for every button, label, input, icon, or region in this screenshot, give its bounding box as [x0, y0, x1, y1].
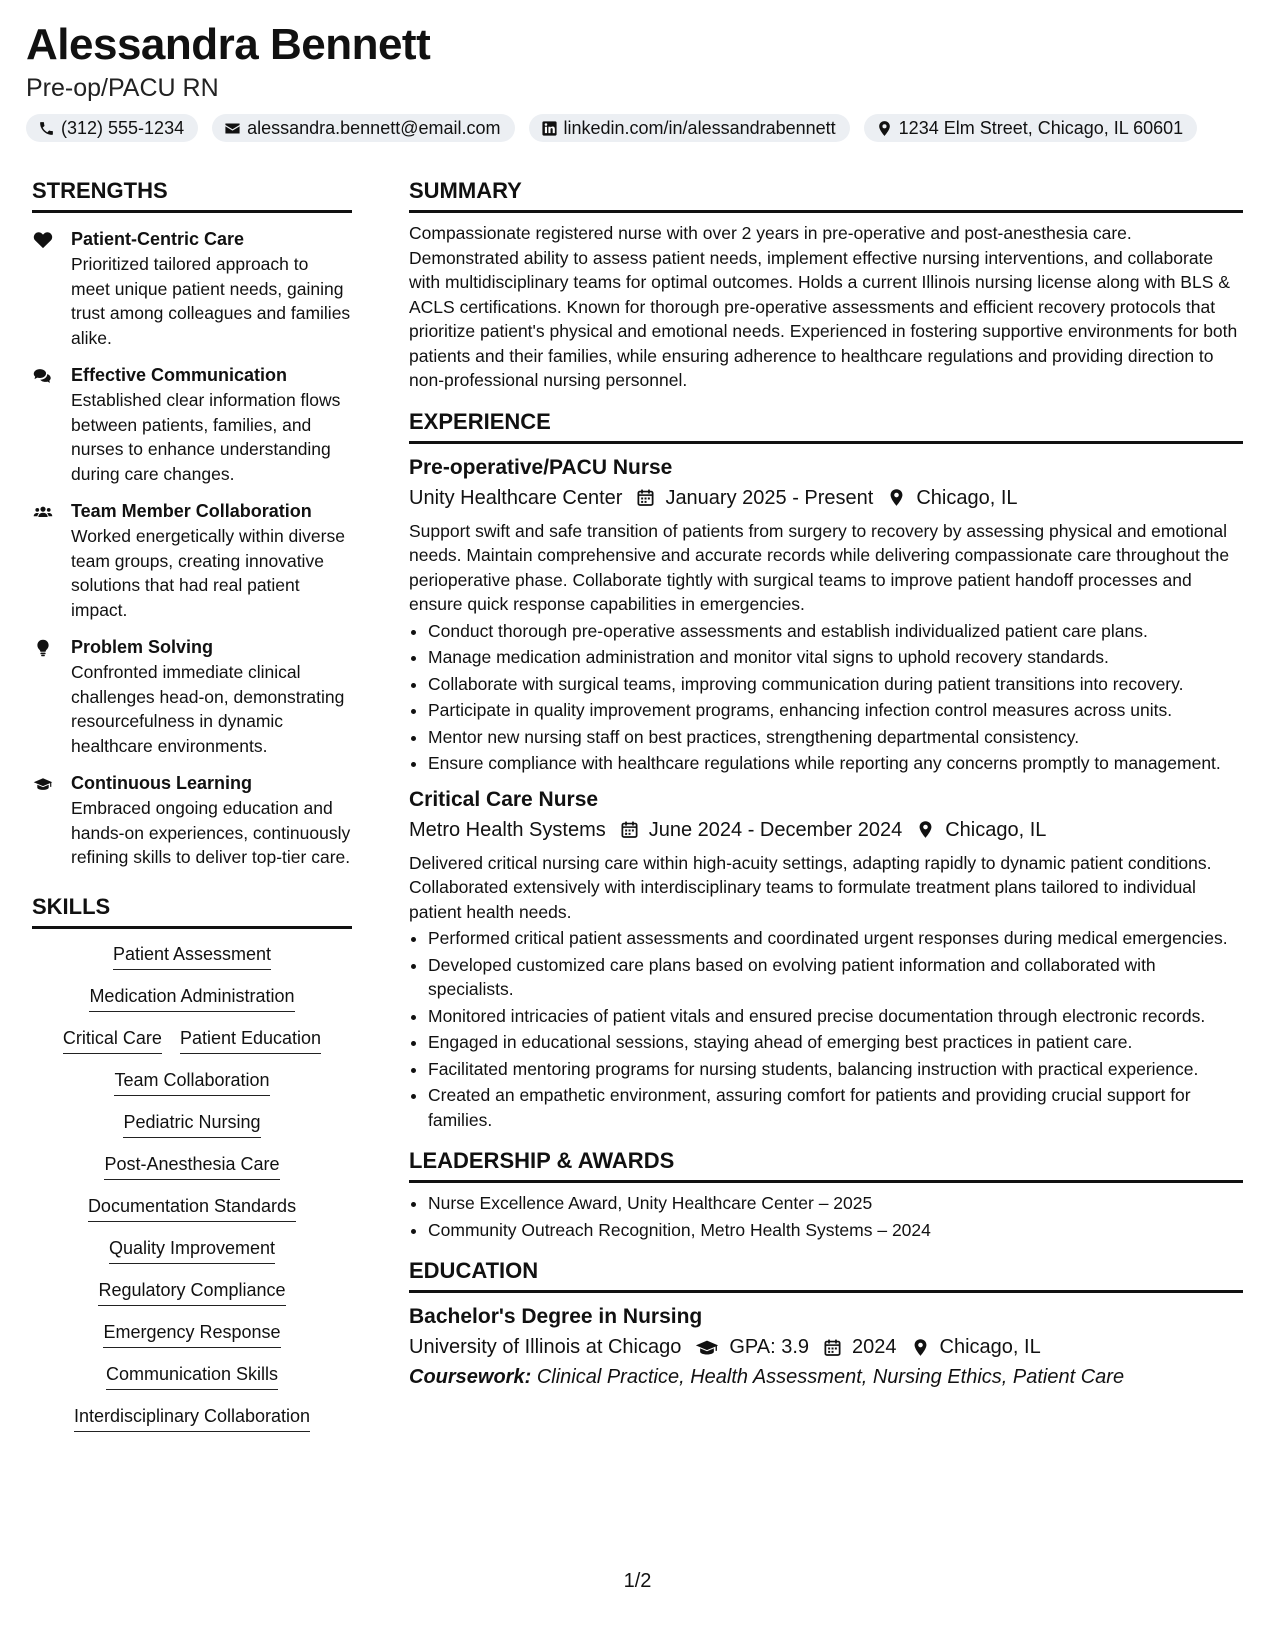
graduation-cap-icon [32, 774, 54, 794]
gpa: GPA: 3.9 [729, 1336, 810, 1358]
strength-desc: Established clear information flows between patients, families, and nurses to enhance understanding during care changes. [71, 390, 341, 484]
envelope-icon [224, 120, 241, 137]
strength-desc: Confronted immediate clinical challenges head-on, demonstrating resourcefulness in dynamic healthcare environments. [71, 662, 345, 756]
strength-item [32, 363, 352, 486]
job-bullet: • Created an empathetic environment, assuring comfort for patients and providing crucial support for families. [428, 1083, 1243, 1132]
skill-tag: Medication Administration [89, 985, 294, 1012]
graduation-year: 2024 [852, 1336, 897, 1358]
job-bullets [409, 619, 1243, 776]
skill-tag: Interdisciplinary Collaboration [74, 1405, 310, 1432]
left-column [32, 178, 352, 1447]
phone-text: (312) 555-1234 [61, 117, 185, 138]
education-location: Chicago, IL [939, 1336, 1041, 1358]
calendar-icon [620, 820, 639, 839]
heart-icon [32, 230, 54, 250]
strength-title: Problem Solving [71, 637, 214, 657]
strength-title: Effective Communication [71, 365, 288, 385]
school-name: University of Illinois at Chicago [409, 1336, 682, 1358]
map-pin-icon [887, 488, 906, 507]
job-company: Metro Health Systems [409, 818, 606, 841]
lightbulb-icon [32, 638, 54, 658]
job-dates: June 2024 - December 2024 [648, 818, 903, 841]
job-title: Critical Care Nurse [409, 787, 599, 811]
strength-item [32, 227, 352, 350]
skills-heading: SKILLS [32, 894, 352, 929]
coursework [409, 1362, 1243, 1392]
skill-tag: Critical Care [63, 1027, 162, 1054]
job-bullet: • Monitored intricacies of patient vitals and ensured precise documentation through electronic records. [428, 1004, 1243, 1029]
contact-email[interactable] [212, 114, 514, 142]
job-meta [409, 483, 1243, 513]
strength-title: Patient-Centric Care [71, 229, 245, 249]
job-bullets [409, 926, 1243, 1132]
job-entry [409, 785, 1243, 1133]
contact-address [864, 114, 1198, 142]
address-text: 1234 Elm Street, Chicago, IL 60601 [898, 117, 1184, 138]
strength-desc: Prioritized tailored approach to meet unique patient needs, gaining trust among colleagues and families alike. [71, 254, 351, 348]
strength-desc: Worked energetically within diverse team groups, creating innovative solutions that had real patient impact. [71, 526, 345, 620]
awards-heading: LEADERSHIP & AWARDS [409, 1148, 1243, 1183]
job-location: Chicago, IL [916, 486, 1018, 509]
calendar-icon [636, 488, 655, 507]
job-title: Pre-operative/PACU Nurse [409, 455, 673, 479]
candidate-name: Alessandra Bennett [26, 20, 431, 69]
education-section [409, 1258, 1243, 1392]
skill-tag: Regulatory Compliance [98, 1279, 285, 1306]
linkedin-text: linkedin.com/in/alessandrabennett [563, 117, 836, 138]
job-description: Delivered critical nursing care within high-acuity settings, adapting rapidly to dynamic patient conditions. Collaborated extensively with interdisciplinary teams to formulate treatment plans tailored to individual patient health needs. [409, 852, 1212, 922]
strength-title: Continuous Learning [71, 773, 252, 793]
contact-linkedin[interactable] [529, 114, 850, 142]
job-bullet: • Performed critical patient assessments and coordinated urgent responses during medical emergencies. [428, 926, 1243, 951]
job-bullet: • Mentor new nursing staff on best practices, strengthening departmental consistency. [428, 725, 1243, 750]
coursework-list: Clinical Practice, Health Assessment, Nursing Ethics, Patient Care [536, 1366, 1125, 1388]
job-bullet: • Facilitated mentoring programs for nursing students, balancing instruction with practical experience. [428, 1057, 1243, 1082]
users-icon [32, 502, 54, 522]
skills-list [32, 943, 352, 1432]
strengths-heading: STRENGTHS [32, 178, 352, 213]
awards-list [409, 1191, 1243, 1242]
page-number: 1/2 [623, 1570, 652, 1592]
skill-tag: Patient Assessment [113, 943, 271, 970]
job-bullet: • Engaged in educational sessions, staying ahead of emerging best practices in patient care. [428, 1030, 1243, 1055]
degree-title: Bachelor's Degree in Nursing [409, 1305, 703, 1328]
strength-item [32, 635, 352, 758]
strength-title: Team Member Collaboration [71, 501, 312, 521]
experience-heading: EXPERIENCE [409, 409, 1243, 444]
award-item: • Nurse Excellence Award, Unity Healthcare Center – 2025 [428, 1191, 1243, 1216]
skill-tag: Pediatric Nursing [123, 1111, 260, 1138]
strength-item [32, 499, 352, 622]
award-item: • Community Outreach Recognition, Metro Health Systems – 2024 [428, 1218, 1243, 1243]
job-bullet: • Conduct thorough pre-operative assessments and establish individualized patient care plans. [428, 619, 1243, 644]
skill-tag: Post-Anesthesia Care [104, 1153, 279, 1180]
job-dates: January 2025 - Present [665, 486, 874, 509]
map-pin-icon [916, 820, 935, 839]
education-heading: EDUCATION [409, 1258, 1243, 1293]
skill-tag: Patient Education [180, 1027, 321, 1054]
skill-tag: Communication Skills [106, 1363, 278, 1390]
skill-tag: Documentation Standards [88, 1195, 296, 1222]
awards-section [409, 1148, 1243, 1242]
education-meta [409, 1332, 1243, 1362]
job-location: Chicago, IL [945, 818, 1047, 841]
job-entry [409, 453, 1243, 776]
job-bullet: • Collaborate with surgical teams, improving communication during patient transitions into recovery. [428, 672, 1243, 697]
summary-text: Compassionate registered nurse with over 2 years in pre-operative and post-anesthesia care. Demonstrated ability to assess patient needs, implement effective nursing interventions, and collaborate with multidisciplinary teams for optimal outcomes. Holds a current Illinois nursing license along with BLS & ACLS certifications. Known for thorough pre-operative assessments and efficient recovery protocols that prioritize patient's physical and emotional needs. Experienced in fostering supportive environments for both patients and their families, while ensuring adherence to healthcare regulations and providing direction to non-professional nursing personnel. [409, 223, 1238, 390]
skill-tag: Quality Improvement [109, 1237, 275, 1264]
comments-icon [32, 366, 54, 386]
job-bullet: • Developed customized care plans based on evolving patient information and collaborated with specialists. [428, 953, 1243, 1002]
skill-tag: Emergency Response [103, 1321, 280, 1348]
coursework-label: Coursework: [409, 1366, 532, 1388]
map-pin-icon [911, 1338, 930, 1357]
job-meta [409, 815, 1243, 845]
strength-item [32, 771, 352, 870]
job-bullet: • Participate in quality improvement programs, enhancing infection control measures across units. [428, 698, 1243, 723]
skill-tag: Team Collaboration [114, 1069, 269, 1096]
strength-desc: Embraced ongoing education and hands-on experiences, continuously refining skills to deliver top-tier care. [71, 798, 351, 867]
job-description: Support swift and safe transition of patients from surgery to recovery by assessing physical and emotional needs. Maintain comprehensive and accurate records while delivering compassionate care throughout the perioperative phase. Collaborate tightly with surgical teams to improve patient handoff processes and ensure quick response capabilities in emergencies. [409, 520, 1230, 614]
graduation-cap-icon [695, 1338, 719, 1357]
job-company: Unity Healthcare Center [409, 486, 623, 509]
email-text: alessandra.bennett@email.com [247, 117, 501, 138]
phone-icon [38, 120, 55, 137]
calendar-icon [823, 1338, 842, 1357]
map-pin-icon [876, 120, 893, 137]
summary-heading: SUMMARY [409, 178, 1243, 213]
experience-section [409, 409, 1243, 1133]
right-column [409, 178, 1243, 1392]
job-bullet: • Ensure compliance with healthcare regulations while reporting any concerns promptly to management. [428, 751, 1243, 776]
linkedin-icon [541, 120, 558, 137]
contact-phone[interactable] [26, 114, 198, 142]
candidate-title: Pre-op/PACU RN [26, 74, 219, 102]
contact-bar [26, 114, 1197, 142]
job-bullet: • Manage medication administration and monitor vital signs to uphold recovery standards. [428, 645, 1243, 670]
